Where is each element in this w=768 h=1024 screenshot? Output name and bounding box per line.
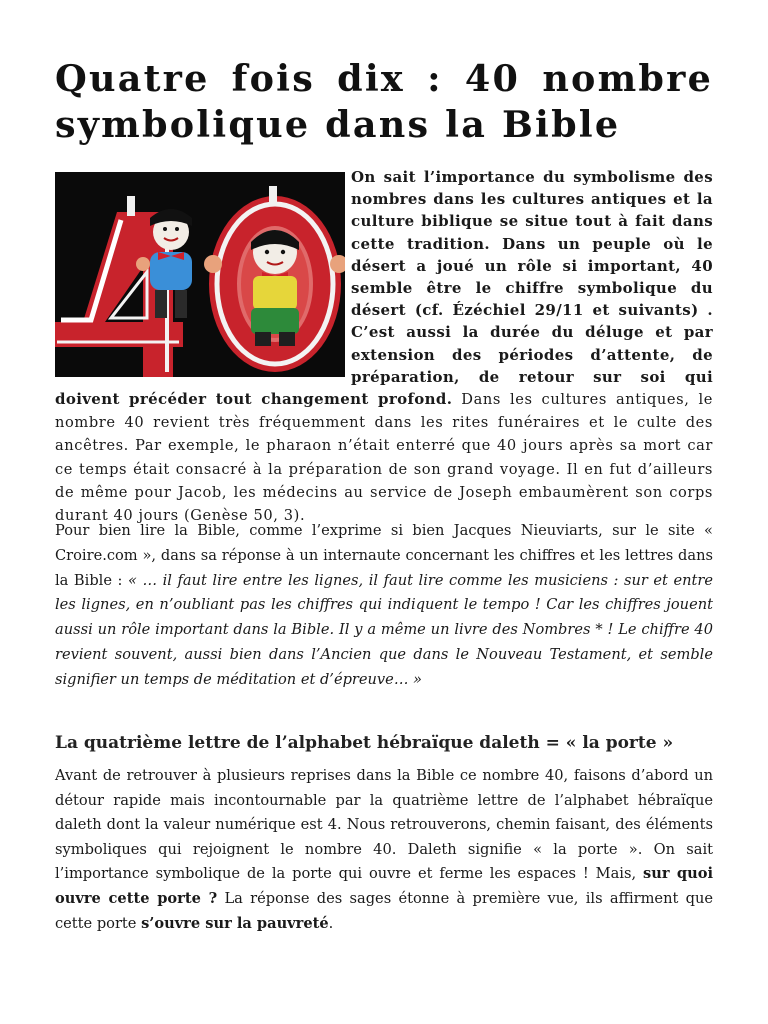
daleth-text-2: La réponse des sages étonne à première vue, ils affirment que cette porte (55, 889, 714, 932)
daleth-bold-poverty: s’ouvre sur la pauvreté (141, 914, 329, 932)
intro-paragraph (55, 166, 713, 527)
intro-bold-text: On sait l’importance du symbolisme des nombres dans les cultures antiques et la culture biblique se situe tout à fait dans cette tradition. Dans un peuple où le désert a joué un rôle si important, 40 semble être le chiffre symbolique du désert (cf. Ézéchiel 29/11 et suivants) . C’est aussi la durée du déluge et par extension des périodes d’attente, de préparation, de retour sur soi qui doivent précéder tout changement profond. (55, 168, 713, 409)
daleth-bold-question: sur quoi ouvre cette porte ? (55, 865, 713, 907)
quote-text: « … il faut lire entre les lignes, il faut lire comme les musiciens : sur et entre les lignes, en n’oubliant pas les chiffres qui indiquent le tempo ! Car les chiffres jouent aussi un rôle important dans la Bible. Il y a même un livre des Nombres * ! Le chiffre 40 revient souvent, aussi bien dans l’Ancien que dans le Nouveau Testament, et semble signifier un temps de méditation et d’épreuve… » (55, 571, 713, 688)
intro-rest-text: Dans les cultures antiques, le nombre 40 revient très fréquemment dans les rites funéraires et le culte des ancêtres. Par exemple, le pharaon n’était enterré que 40 jours après sa mort car ce temps était consacré à la préparation de son grand voyage. Il en fut d’ailleurs de même pour Jacob, les médecins au service de Joseph embaumèrent son corps durant 40 jours (Genèse 50, 3). (55, 391, 713, 525)
section-subheading: La quatrième lettre de l’alphabet hébraïque daleth = « la porte » (55, 733, 674, 753)
daleth-text-1: Avant de retrouver à plusieurs reprises dans la Bible ce nombre 40, faisons d’abord un détour rapide mais incontournable par la quatrième lettre de l’alphabet hébraïque daleth dont la valeur numérique est 4. Nous retrouverons, chemin faisant, des éléments symboliques qui rejoignent le nombre 40. Daleth signifie « la porte ». On sait l’importance symbolique de la porte qui ouvre et ferme les espaces ! Mais, (55, 767, 713, 883)
quote-paragraph (55, 519, 713, 693)
quote-intro-text: Pour bien lire la Bible, comme l’exprime si bien Jacques Nieuviarts, sur le site « Croire.com », dans sa réponse à un internaute concernant les chiffres et les lettres dans la Bible : (55, 522, 713, 589)
daleth-paragraph (55, 764, 713, 936)
daleth-text-3: . (328, 914, 334, 932)
article-title: Quatre fois dix : 40 nombre symbolique dans la Bible (55, 57, 713, 146)
